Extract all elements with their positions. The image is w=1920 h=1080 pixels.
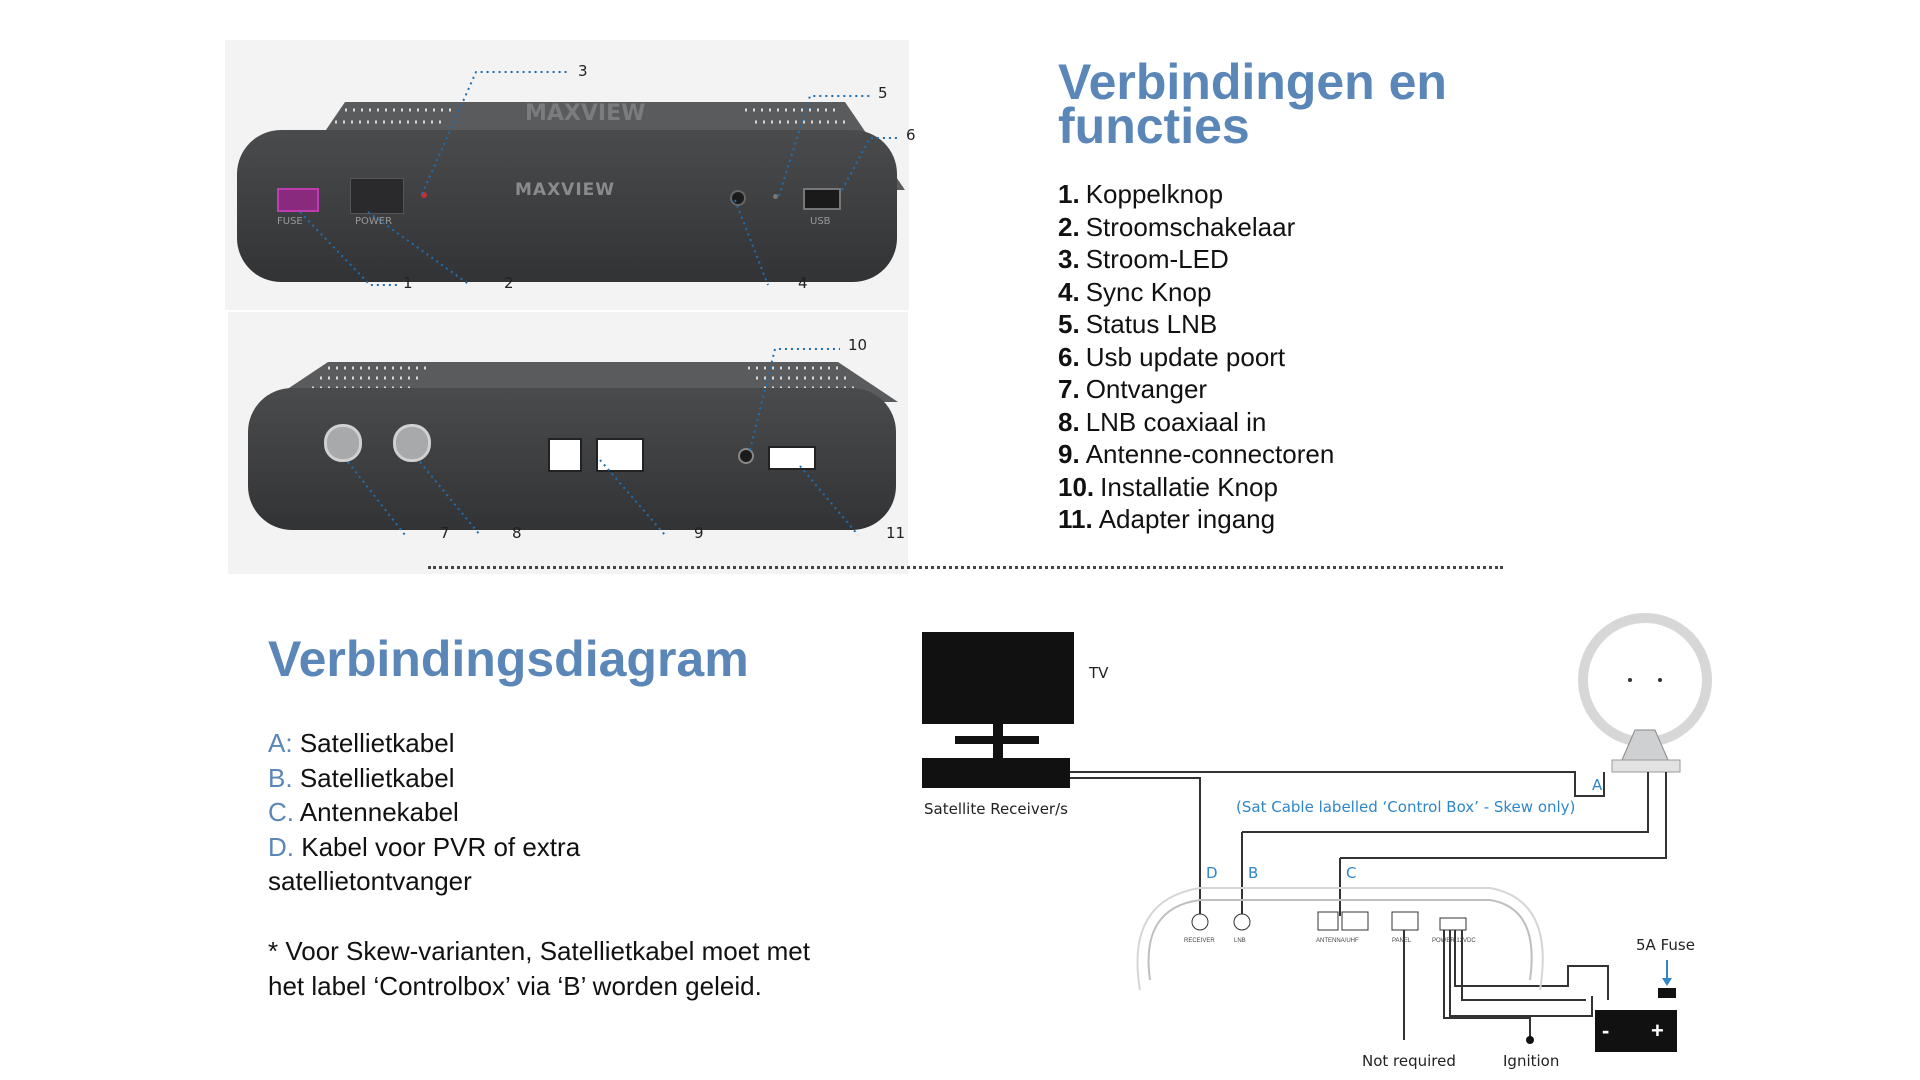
port-label: ANTENNA/UHF	[1316, 938, 1359, 944]
list-item: A: Satellietkabel	[268, 728, 455, 758]
list-item: C. Antennekabel	[268, 797, 459, 827]
list-item: 7. Ontvanger	[1058, 374, 1208, 404]
list-item: 9. Antenne-connectoren	[1058, 439, 1335, 469]
callout-1: 1	[403, 274, 413, 292]
ignition-label: Ignition	[1503, 1052, 1560, 1070]
callout-2: 2	[504, 274, 514, 292]
functions-heading-line1: Verbindingen en	[1058, 54, 1447, 110]
list-item: 10. Installatie Knop	[1058, 471, 1278, 502]
list-item: 6. Usb update poort	[1058, 341, 1286, 372]
callout-10: 10	[848, 336, 868, 354]
callout-8: 8	[512, 524, 522, 542]
skew-footnote: * Voor Skew-varianten, Satellietkabel moet met het label ‘Controlbox’ via ‘B’ worden geleid.	[268, 936, 810, 1001]
svg-text:MAXVIEW: MAXVIEW	[525, 101, 646, 126]
port-label: LNB	[1234, 938, 1246, 944]
callout-11: 11	[886, 524, 906, 542]
battery-minus: -	[1602, 1018, 1610, 1043]
cable-a-label: A	[1592, 776, 1603, 794]
list-item: D. Kabel voor PVR of extra satellietontvanger	[268, 831, 581, 896]
not-required-label: Not required	[1362, 1052, 1456, 1070]
tv-screen	[922, 632, 1074, 724]
callout-4: 4	[798, 274, 808, 292]
functions-heading-line2: functies	[1058, 98, 1250, 154]
power-label: POWER	[355, 216, 393, 227]
list-item: 4. Sync Knop	[1058, 276, 1212, 307]
callout-5: 5	[878, 84, 888, 102]
cable-c-label: C	[1346, 864, 1357, 882]
port-label: PANEL	[1392, 938, 1412, 944]
sat-cable-note: (Sat Cable labelled ‘Control Box’ - Skew only)	[1236, 798, 1576, 816]
fuse-label: FUSE	[277, 216, 303, 227]
callout-9: 9	[694, 524, 704, 542]
antenna-port	[1318, 912, 1338, 930]
usb-label: USB	[810, 216, 831, 227]
port-label: RECEIVER	[1184, 938, 1215, 944]
callout-3: 3	[578, 62, 588, 80]
tv-label: TV	[1089, 664, 1109, 682]
antenna-port	[1342, 912, 1368, 930]
callout-6: 6	[906, 126, 916, 144]
list-item: B. Satellietkabel	[268, 762, 455, 793]
tv-neck	[993, 724, 1003, 738]
fuse-label: 5A Fuse	[1636, 936, 1695, 954]
fuse-holder	[1658, 988, 1676, 998]
cable-d-label: D	[1206, 864, 1218, 882]
list-item: 3. Stroom-LED	[1058, 244, 1229, 274]
brand-logo: MAXVIEW	[515, 180, 616, 200]
power-port	[1440, 918, 1466, 930]
port-label: POWER 12VDC	[1432, 938, 1476, 944]
satellite-dome	[1583, 618, 1707, 742]
battery-plus: +	[1651, 1018, 1664, 1043]
list-item: 11. Adapter ingang	[1058, 504, 1276, 534]
list-item: 8. LNB coaxiaal in	[1058, 406, 1267, 437]
list-item: 5. Status LNB	[1058, 309, 1218, 339]
list-item: 2. Stroomschakelaar	[1058, 211, 1296, 242]
cable-b-label: B	[1248, 864, 1259, 882]
satellite-receiver	[922, 758, 1070, 788]
diagram-heading: Verbindingsdiagram	[268, 631, 749, 687]
lnb-port	[1234, 914, 1250, 930]
callout-7: 7	[440, 524, 450, 542]
panel-port	[1392, 912, 1418, 930]
receiver-port	[1192, 914, 1208, 930]
receiver-label: Satellite Receiver/s	[924, 800, 1068, 818]
list-item: 1. Koppelknop	[1058, 179, 1224, 209]
tv-stand	[955, 736, 1039, 744]
